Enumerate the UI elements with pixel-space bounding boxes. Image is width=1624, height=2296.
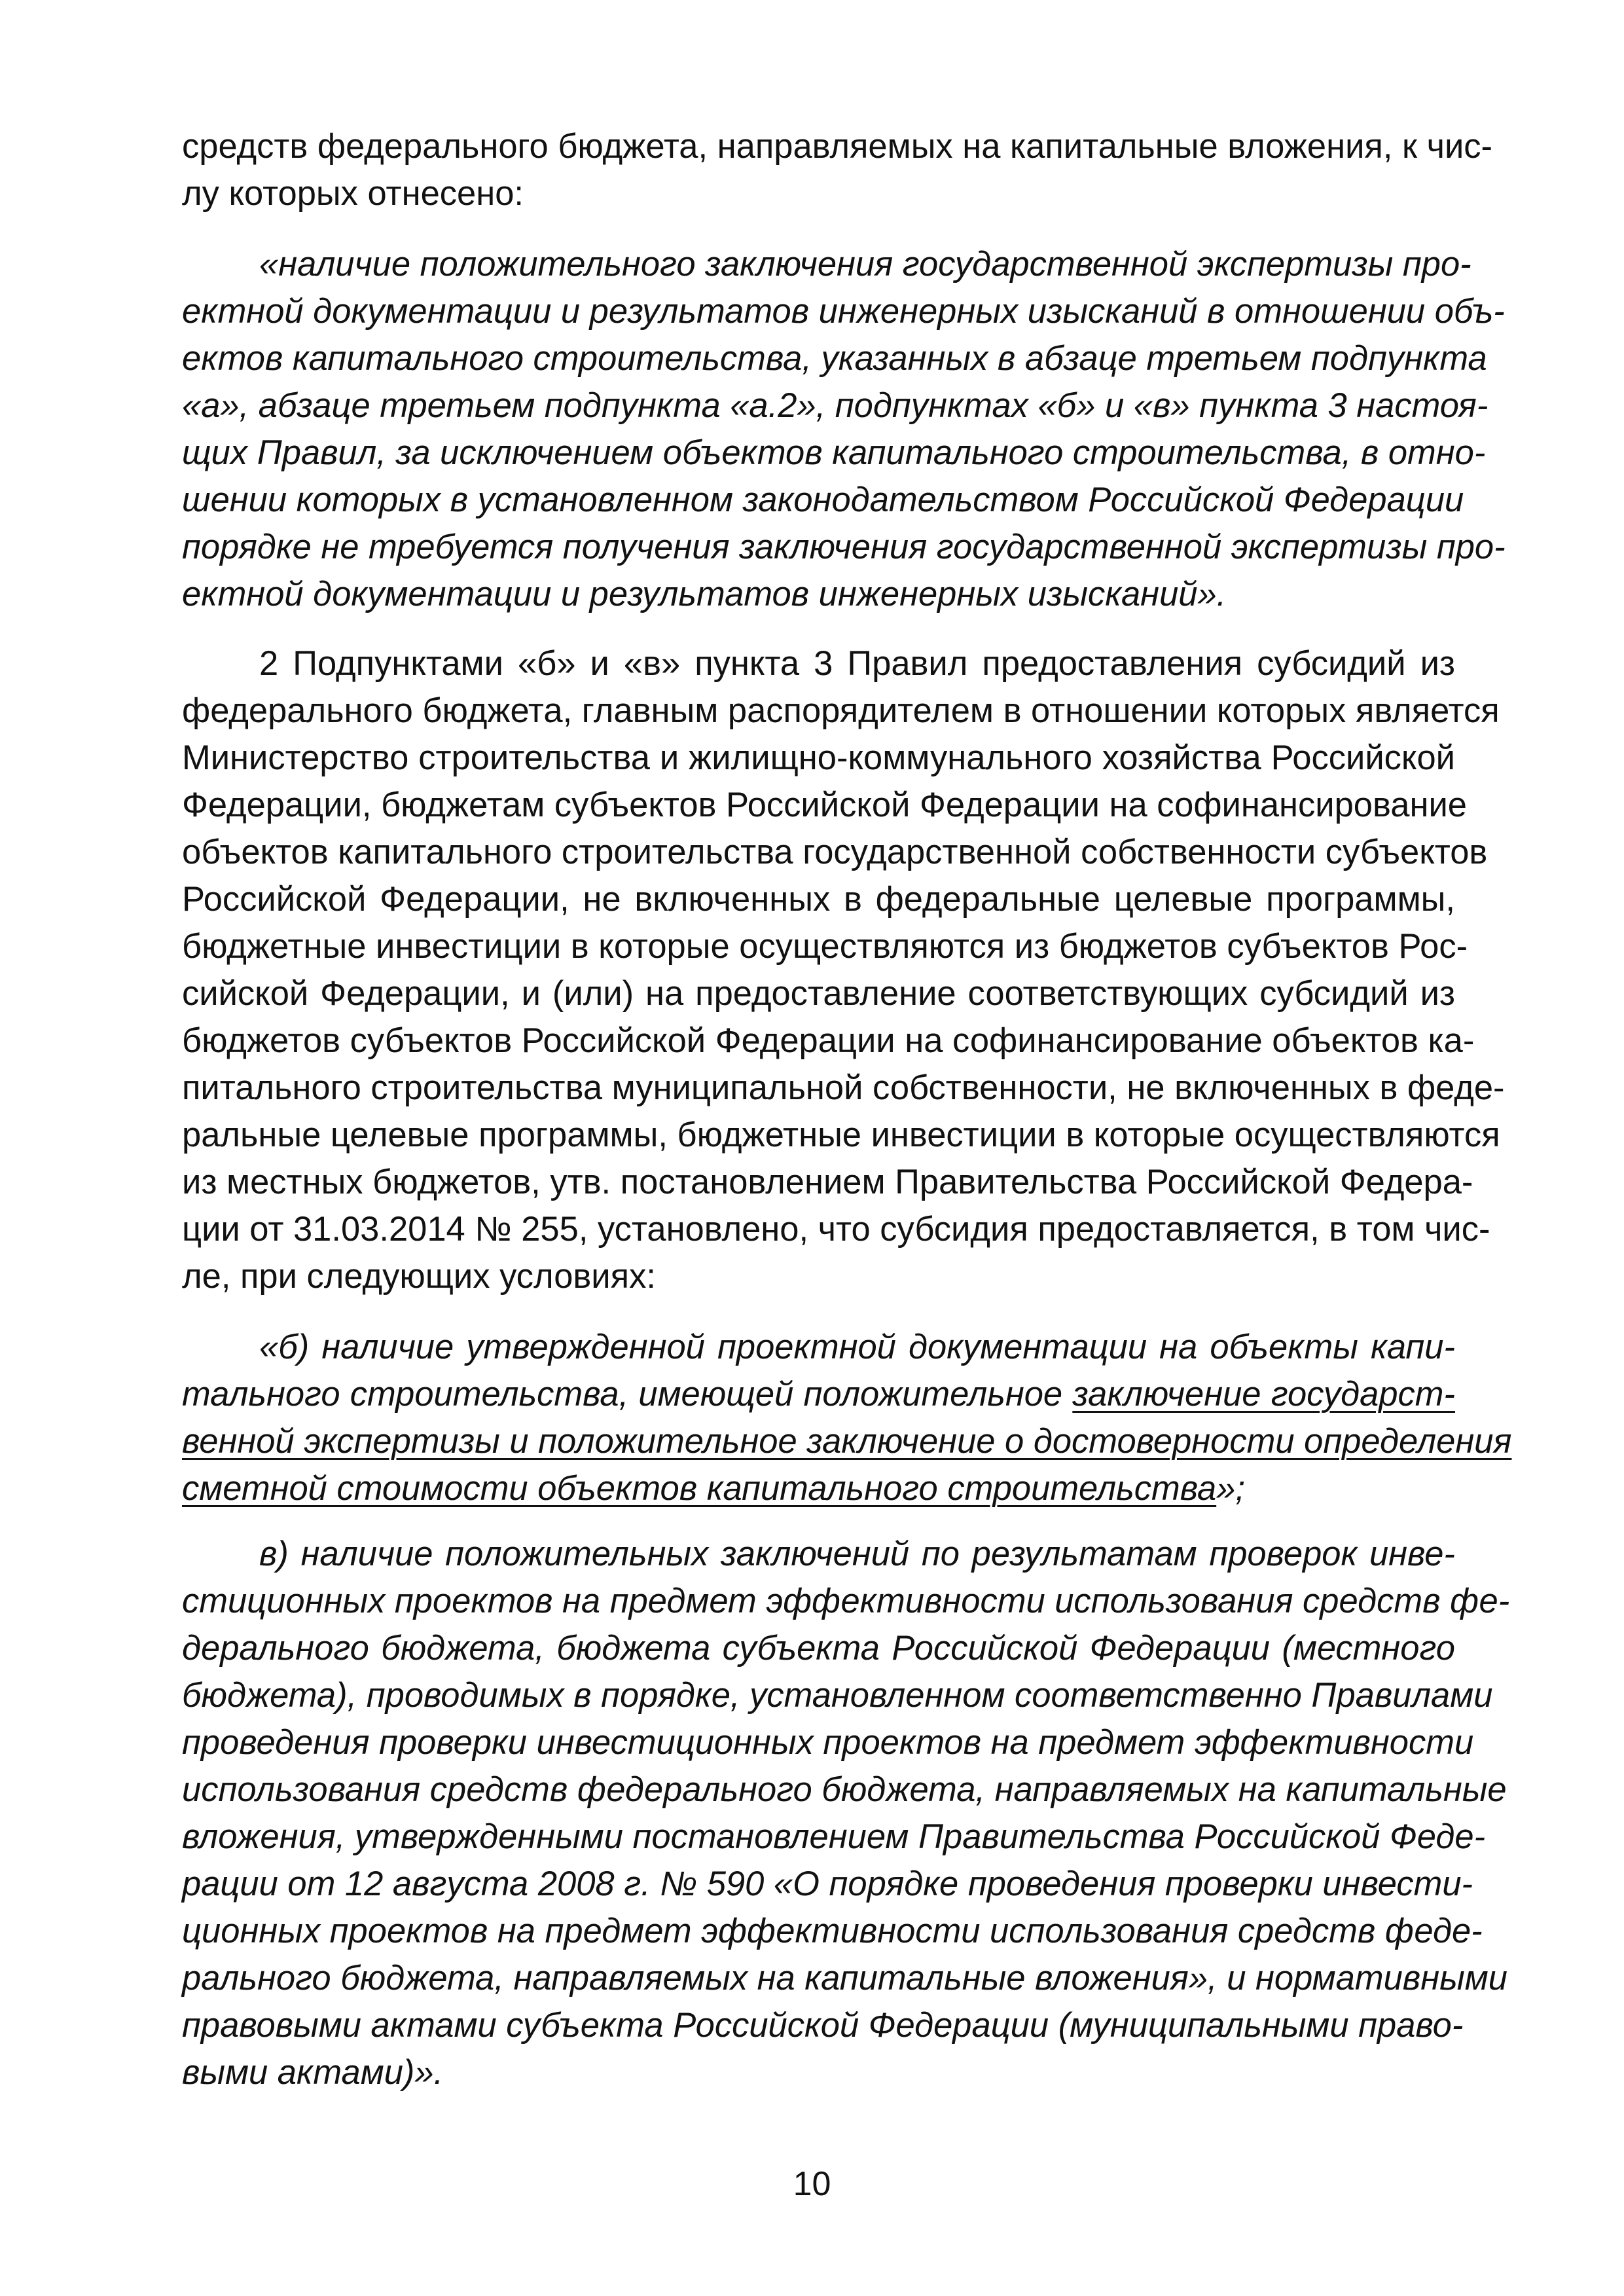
quote1-line: щих Правил, за исключением объектов капитального строительства, в отно- xyxy=(182,433,1486,472)
quote-b-line: «б) наличие утвержденной проектной документации на объекты капи- xyxy=(259,1328,1455,1366)
para2-line: объектов капитального строительства государственной собственности субъектов xyxy=(182,833,1488,871)
quote-v-line: рального бюджета, направляемых на капитальные вложения», и нормативными xyxy=(182,1959,1507,1997)
quote-v-line: дерального бюджета, бюджета субъекта Российской Федерации (местного xyxy=(182,1629,1455,1667)
para2-line: Российской Федерации, не включенных в федеральные целевые программы, xyxy=(182,880,1455,919)
para2-line: Федерации, бюджетам субъектов Российской Федерации на софинансирование xyxy=(182,786,1468,824)
para2-line: ции от 31.03.2014 № 255, установлено, что субсидия предоставляется, в том чис- xyxy=(182,1210,1490,1248)
quote-v-line: правовыми актами субъекта Российской Федерации (муниципальными право- xyxy=(182,2006,1464,2045)
intro-line: средств федерального бюджета, направляемых на капитальные вложения, к чис- xyxy=(182,127,1492,166)
quote-v-line: выми актами)». xyxy=(182,2053,444,2092)
quote1-line: «а», абзаце третьем подпункта «а.2», подпунктах «б» и «в» пункта 3 настоя- xyxy=(182,386,1489,425)
quote-v-line: использования средств федерального бюджета, направляемых на капитальные xyxy=(182,1770,1507,1809)
intro-line: лу которых отнесено: xyxy=(182,174,524,213)
quote-v-line: стиционных проектов на предмет эффективности использования средств фе- xyxy=(182,1582,1510,1620)
para2-line: федерального бюджета, главным распорядителем в отношении которых является xyxy=(182,691,1500,730)
quote1-line: «наличие положительного заключения государственной экспертизы про- xyxy=(259,245,1471,283)
page-number: 10 xyxy=(793,2165,831,2203)
quote-b-text: тального строительства, имеющей положительное xyxy=(182,1375,1073,1413)
quote-b-tail: »; xyxy=(1216,1469,1245,1508)
para2-line: ральные целевые программы, бюджетные инвестиции в которые осуществляются xyxy=(182,1116,1500,1154)
para2-line: бюджетов субъектов Российской Федерации на софинансирование объектов ка- xyxy=(182,1021,1475,1060)
quote1-line: ектов капитального строительства, указанных в абзаце третьем подпункта xyxy=(182,339,1487,378)
quote-b-underlined: заключение государст- xyxy=(1072,1375,1455,1413)
para2-line: сийской Федерации, и (или) на предоставление соответствующих субсидий из xyxy=(182,974,1455,1013)
quote-b-underlined: сметной стоимости объектов капитального строительства xyxy=(182,1469,1217,1508)
quote-v-line: рации от 12 августа 2008 г. № 590 «О порядке проведения проверки инвести- xyxy=(182,1865,1473,1903)
para2-line: из местных бюджетов, утв. постановлением Правительства Российской Федера- xyxy=(182,1163,1473,1201)
quote-v-line: в) наличие положительных заключений по результатам проверок инве- xyxy=(259,1535,1455,1573)
quote-v-line: вложения, утвержденными постановлением Правительства Российской Феде- xyxy=(182,1817,1486,1856)
quote1-line: порядке не требуется получения заключения государственной экспертизы про- xyxy=(182,528,1506,566)
para2-line: Министерство строительства и жилищно-коммунального хозяйства Российской xyxy=(182,738,1455,777)
quote1-line: ектной документации и результатов инженерных изысканий». xyxy=(182,575,1227,613)
para2-line: 2 Подпунктами «б» и «в» пункта 3 Правил предоставления субсидий из xyxy=(259,644,1455,683)
quote-v-line: бюджета), проводимых в порядке, установленном соответственно Правилами xyxy=(182,1676,1493,1715)
quote1-line: шении которых в установленном законодательством Российской Федерации xyxy=(182,481,1464,519)
quote-b-line xyxy=(182,1371,1455,1418)
quote-b-underlined: венной экспертизы и положительное заключение о достоверности определения xyxy=(182,1422,1512,1461)
quote-b-line xyxy=(182,1418,1512,1465)
quote1-line: ектной документации и результатов инженерных изысканий в отношении объ- xyxy=(182,292,1505,331)
para2-line: бюджетные инвестиции в которые осуществляются из бюджетов субъектов Рос- xyxy=(182,927,1468,966)
para2-line: ле, при следующих условиях: xyxy=(182,1257,656,1296)
quote-v-line: проведения проверки инвестиционных проектов на предмет эффективности xyxy=(182,1723,1474,1762)
quote-b-line xyxy=(182,1465,1455,1512)
para2-line: питального строительства муниципальной собственности, не включенных в феде- xyxy=(182,1068,1505,1107)
quote-v-line: ционных проектов на предмет эффективности использования средств феде- xyxy=(182,1912,1483,1950)
